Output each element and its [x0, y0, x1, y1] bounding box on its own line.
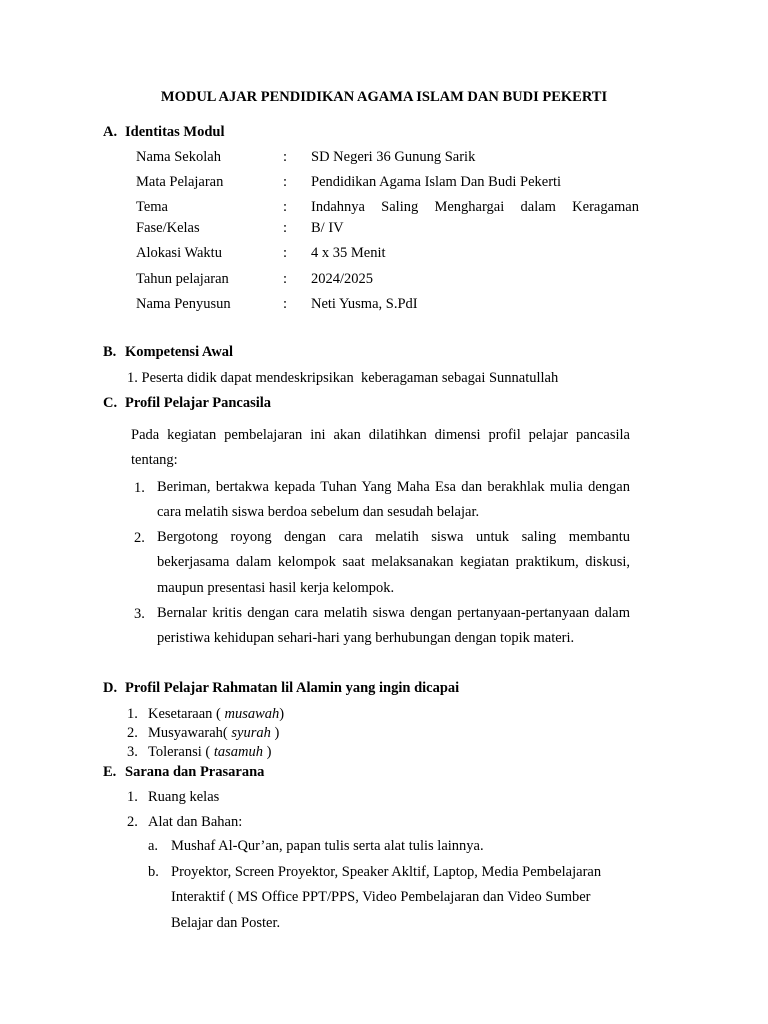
- pancasila-item-text: Beriman, bertakwa kepada Tuhan Yang Maha Esa dan berakhlak mulia dengan cara melatih siswa berdoa sebelum dan sesudah belajar.: [157, 479, 630, 521]
- identitas-colon: :: [283, 149, 288, 165]
- pancasila-item-number: 1.: [134, 480, 145, 496]
- identitas-colon: :: [283, 296, 288, 312]
- identitas-value: Neti Yusma, S.PdI: [311, 296, 418, 312]
- kompetensi-item: 1. Peserta didik dapat mendeskripsikan keberagaman sebagai Sunnatullah: [127, 370, 559, 386]
- identitas-value: Indahnya Saling Menghargai dalam Keragaman: [311, 199, 639, 215]
- identitas-colon: :: [283, 245, 288, 261]
- pancasila-item-number: 3.: [134, 606, 145, 622]
- identitas-label: Tema: [136, 199, 168, 215]
- identitas-value: B/ IV: [311, 220, 344, 236]
- sarana-sub-line: Interaktif ( MS Office PPT/PPS, Video Pembelajaran dan Video Sumber: [171, 889, 591, 905]
- rahmatan-item-text: Kesetaraan ( musawah): [148, 706, 285, 722]
- identitas-label: Tahun pelajaran: [136, 271, 229, 287]
- sarana-sub-line: Proyektor, Screen Proyektor, Speaker Akltif, Laptop, Media Pembelajaran: [171, 864, 602, 880]
- section-c-letter: C.: [103, 395, 118, 411]
- identitas-colon: :: [283, 220, 288, 236]
- section-d-heading: Profil Pelajar Rahmatan lil Alamin yang ingin dicapai: [125, 680, 460, 696]
- identitas-label: Nama Penyusun: [136, 296, 231, 312]
- section-e-heading: Sarana dan Prasarana: [125, 764, 265, 780]
- pancasila-intro: Pada kegiatan pembelajaran ini akan dilatihkan dimensi profil pelajar pancasila tentang:: [131, 427, 630, 469]
- arabic-term: tasamuh: [213, 744, 263, 760]
- section-b-heading: Kompetensi Awal: [125, 344, 234, 360]
- identitas-value: SD Negeri 36 Gunung Sarik: [311, 149, 476, 165]
- document-title: MODUL AJAR PENDIDIKAN AGAMA ISLAM DAN BUDI PEKERTI: [160, 89, 608, 105]
- section-b-letter: B.: [103, 344, 117, 360]
- identitas-colon: :: [283, 271, 288, 287]
- sarana-item-text: Alat dan Bahan:: [148, 814, 243, 830]
- identitas-label: Mata Pelajaran: [136, 174, 224, 190]
- sarana-item-number: 2.: [127, 814, 138, 830]
- rahmatan-item-number: 1.: [127, 706, 138, 722]
- identitas-label: Fase/Kelas: [136, 220, 200, 236]
- identitas-label: Nama Sekolah: [136, 149, 221, 165]
- rahmatan-item-number: 2.: [127, 725, 138, 741]
- identitas-colon: :: [283, 174, 288, 190]
- identitas-value: Pendidikan Agama Islam Dan Budi Pekerti: [311, 174, 562, 190]
- identitas-label: Alokasi Waktu: [136, 245, 222, 261]
- sarana-sub-letter: b.: [148, 864, 159, 880]
- rahmatan-item-text: Musyawarah( syurah ): [148, 725, 280, 741]
- section-a-letter: A.: [103, 124, 118, 140]
- identitas-colon: :: [283, 199, 288, 215]
- pancasila-item-text: Bergotong royong dengan cara melatih siswa untuk saling membantu bekerjasama dalam kelompok saat melaksanakan kegiatan praktikum, diskusi, maupun presentasi hasil kerja kelompok.: [157, 529, 630, 596]
- identitas-value: 4 x 35 Menit: [311, 245, 386, 261]
- section-a-heading: Identitas Modul: [125, 124, 225, 140]
- sarana-sub-line: Belajar dan Poster.: [171, 915, 281, 931]
- pancasila-item-number: 2.: [134, 530, 145, 546]
- sarana-sub-text: Mushaf Al-Qur’an, papan tulis serta alat tulis lainnya.: [171, 838, 484, 854]
- rahmatan-item-text: Toleransi ( tasamuh ): [148, 744, 272, 760]
- section-e-letter: E.: [103, 764, 117, 780]
- section-d-letter: D.: [103, 680, 118, 696]
- sarana-sub-letter: a.: [148, 838, 159, 854]
- arabic-term: syurah: [231, 725, 271, 741]
- sarana-item-text: Ruang kelas: [148, 789, 220, 805]
- identitas-value: 2024/2025: [311, 271, 374, 287]
- rahmatan-item-number: 3.: [127, 744, 138, 760]
- pancasila-item-text: Bernalar kritis dengan cara melatih siswa dengan pertanyaan-pertanyaan dalam peristiwa kehidupan sehari-hari yang berhubungan dengan topik materi.: [157, 605, 630, 647]
- arabic-term: musawah: [224, 706, 280, 722]
- sarana-item-number: 1.: [127, 789, 138, 805]
- section-c-heading: Profil Pelajar Pancasila: [125, 395, 272, 411]
